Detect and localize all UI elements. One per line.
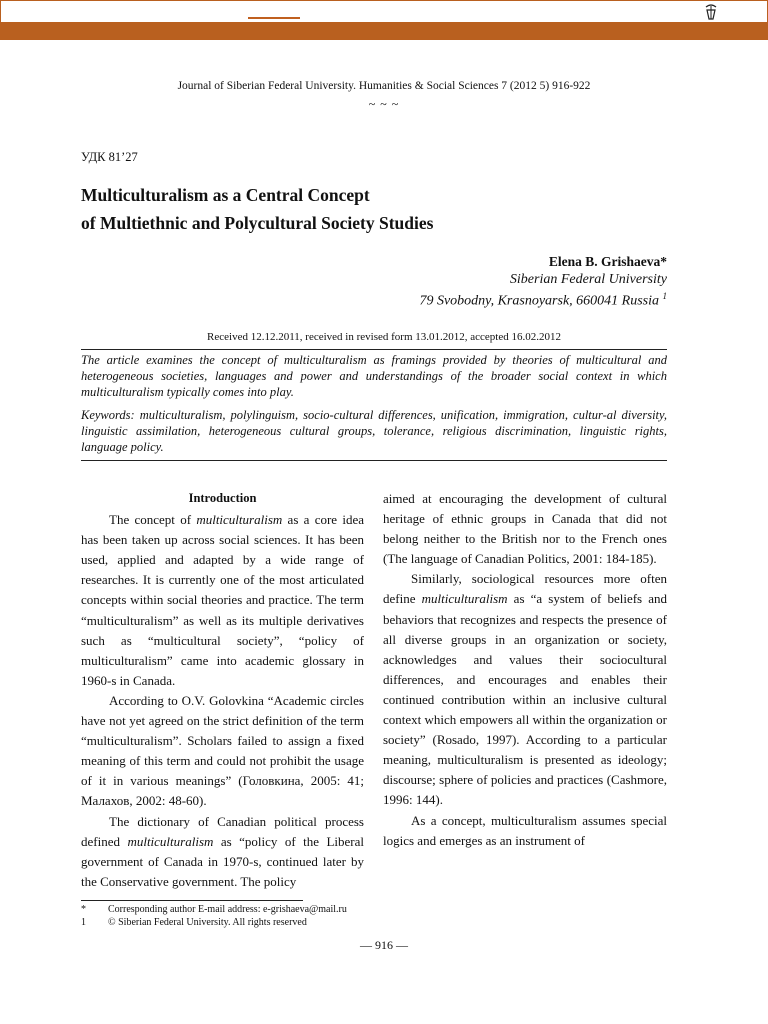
- para5-text-b: as “a system of beliefs and behaviors that recognizes and respects the presence of all diverse groups in an organization or society, acknowledges and values their sociocultural differences, and encourages and enables their continued contribution within an inclusive cultural context which empowers all within the organization or society” (Rosado, 1997). According to a particular meaning, multiculturalism is presented as ideology; discourse; sphere of policies and practices (Cashmore, 1996: 144).: [383, 591, 668, 808]
- left-column: [81, 488, 364, 892]
- author-affiliation: Siberian Federal University: [509, 272, 667, 287]
- address-footnote-mark: 1: [662, 291, 667, 301]
- para5-term: multiculturalism: [421, 591, 508, 607]
- udk-code: УДК 81’27: [81, 150, 138, 164]
- paragraph-2: According to O.V. Golovkina “Academic circles have not yet agreed on the strict definition of the term “multiculturalism”. Scholars failed to assign a fixed meaning of this term and could not prohibit the usage of it in various meanings” (Головкина, 2005: 41; Малахов, 2002: 48-60).: [81, 692, 364, 809]
- abstract-text: The article examines the concept of multiculturalism as framings provided by theories of multicultural and heterogeneous societies, languages and power and understandings of the broader social context in which multiculturalism typically comes into play.: [81, 353, 667, 399]
- header-stripe: [0, 22, 768, 40]
- footnote-1-mark: *: [81, 904, 86, 915]
- article-title-line2: of Multiethnic and Polycultural Society Studies: [81, 213, 434, 233]
- footnote-2-text: © Siberian Federal University. All rights reserved: [108, 917, 307, 928]
- para1-term: multiculturalism: [196, 512, 283, 528]
- para3-text-a: The dictionary of Canadian political process defined: [81, 813, 364, 849]
- paragraph-3: [81, 812, 364, 892]
- para1-text-b: as a core idea has been taken up across social sciences. It has been used, applied and adapted by a wide range of researches. It is currently one of the most articulated concepts within social theories and practice. The term “multiculturalism” as well as its multiple derivatives such as “multicultural society”, “policy of multiculturalism” came into academic glossary in 1960-s in Canada.: [81, 512, 365, 688]
- paragraph-6: As a concept, multiculturalism assumes special logics and emerges as an instrument of: [383, 812, 667, 848]
- keywords-text: Keywords: multiculturalism, polylinguism, socio-cultural differences, unification, immigration, cultur-al diversity, linguistic assimilation, heterogeneous cultural groups, tolerance, religious discrimination, linguistic rights, language policy.: [81, 408, 667, 454]
- header-border: [0, 0, 768, 23]
- paragraph-5: [383, 569, 667, 810]
- header-link-underline[interactable]: [248, 17, 300, 19]
- journal-citation: Journal of Siberian Federal University. Humanities & Social Sciences 7 (2012 5) 916-922: [177, 80, 591, 92]
- para3-text-b: as “policy of the Liberal government of Canada in 1970-s, continued later by the Conservative government. The policy: [81, 833, 364, 889]
- right-column: [383, 489, 667, 851]
- para3-term: multiculturalism: [127, 833, 214, 849]
- paragraph-4: aimed at encouraging the development of cultural heritage of ethnic groups in Canada that did not belong neither to the British nor to the French ones (The language of Canadian Politics, 2001: 184-185).: [383, 491, 667, 567]
- address-text: 79 Svobodny, Krasnoyarsk, 660041 Russia: [419, 293, 659, 309]
- article-title-line1: Multiculturalism as a Central Concept: [81, 185, 370, 205]
- section-heading-introduction: Introduction: [188, 491, 257, 505]
- page-number: — 916 —: [360, 938, 408, 952]
- para1-text-a: The concept of: [109, 512, 197, 528]
- footnote-rule: [81, 900, 303, 901]
- author-address: [419, 291, 667, 310]
- received-dates: Received 12.12.2011, received in revised form 13.01.2012, accepted 16.02.2012: [207, 331, 561, 343]
- footnote-2-mark: 1: [81, 917, 86, 928]
- para5-text-a: Similarly, sociological resources more often define: [383, 571, 667, 607]
- footnote-2: [81, 917, 307, 928]
- footnote-1: [81, 904, 347, 915]
- author-name: Elena B. Grishaeva*: [548, 254, 667, 269]
- journal-logo-icon: [703, 2, 719, 22]
- paragraph-1: [81, 510, 364, 691]
- separator: ~ ~ ~: [368, 97, 400, 111]
- header-bar: [0, 0, 768, 40]
- footnote-1-text: Corresponding author E-mail address: e-grishaeva@mail.ru: [108, 904, 347, 915]
